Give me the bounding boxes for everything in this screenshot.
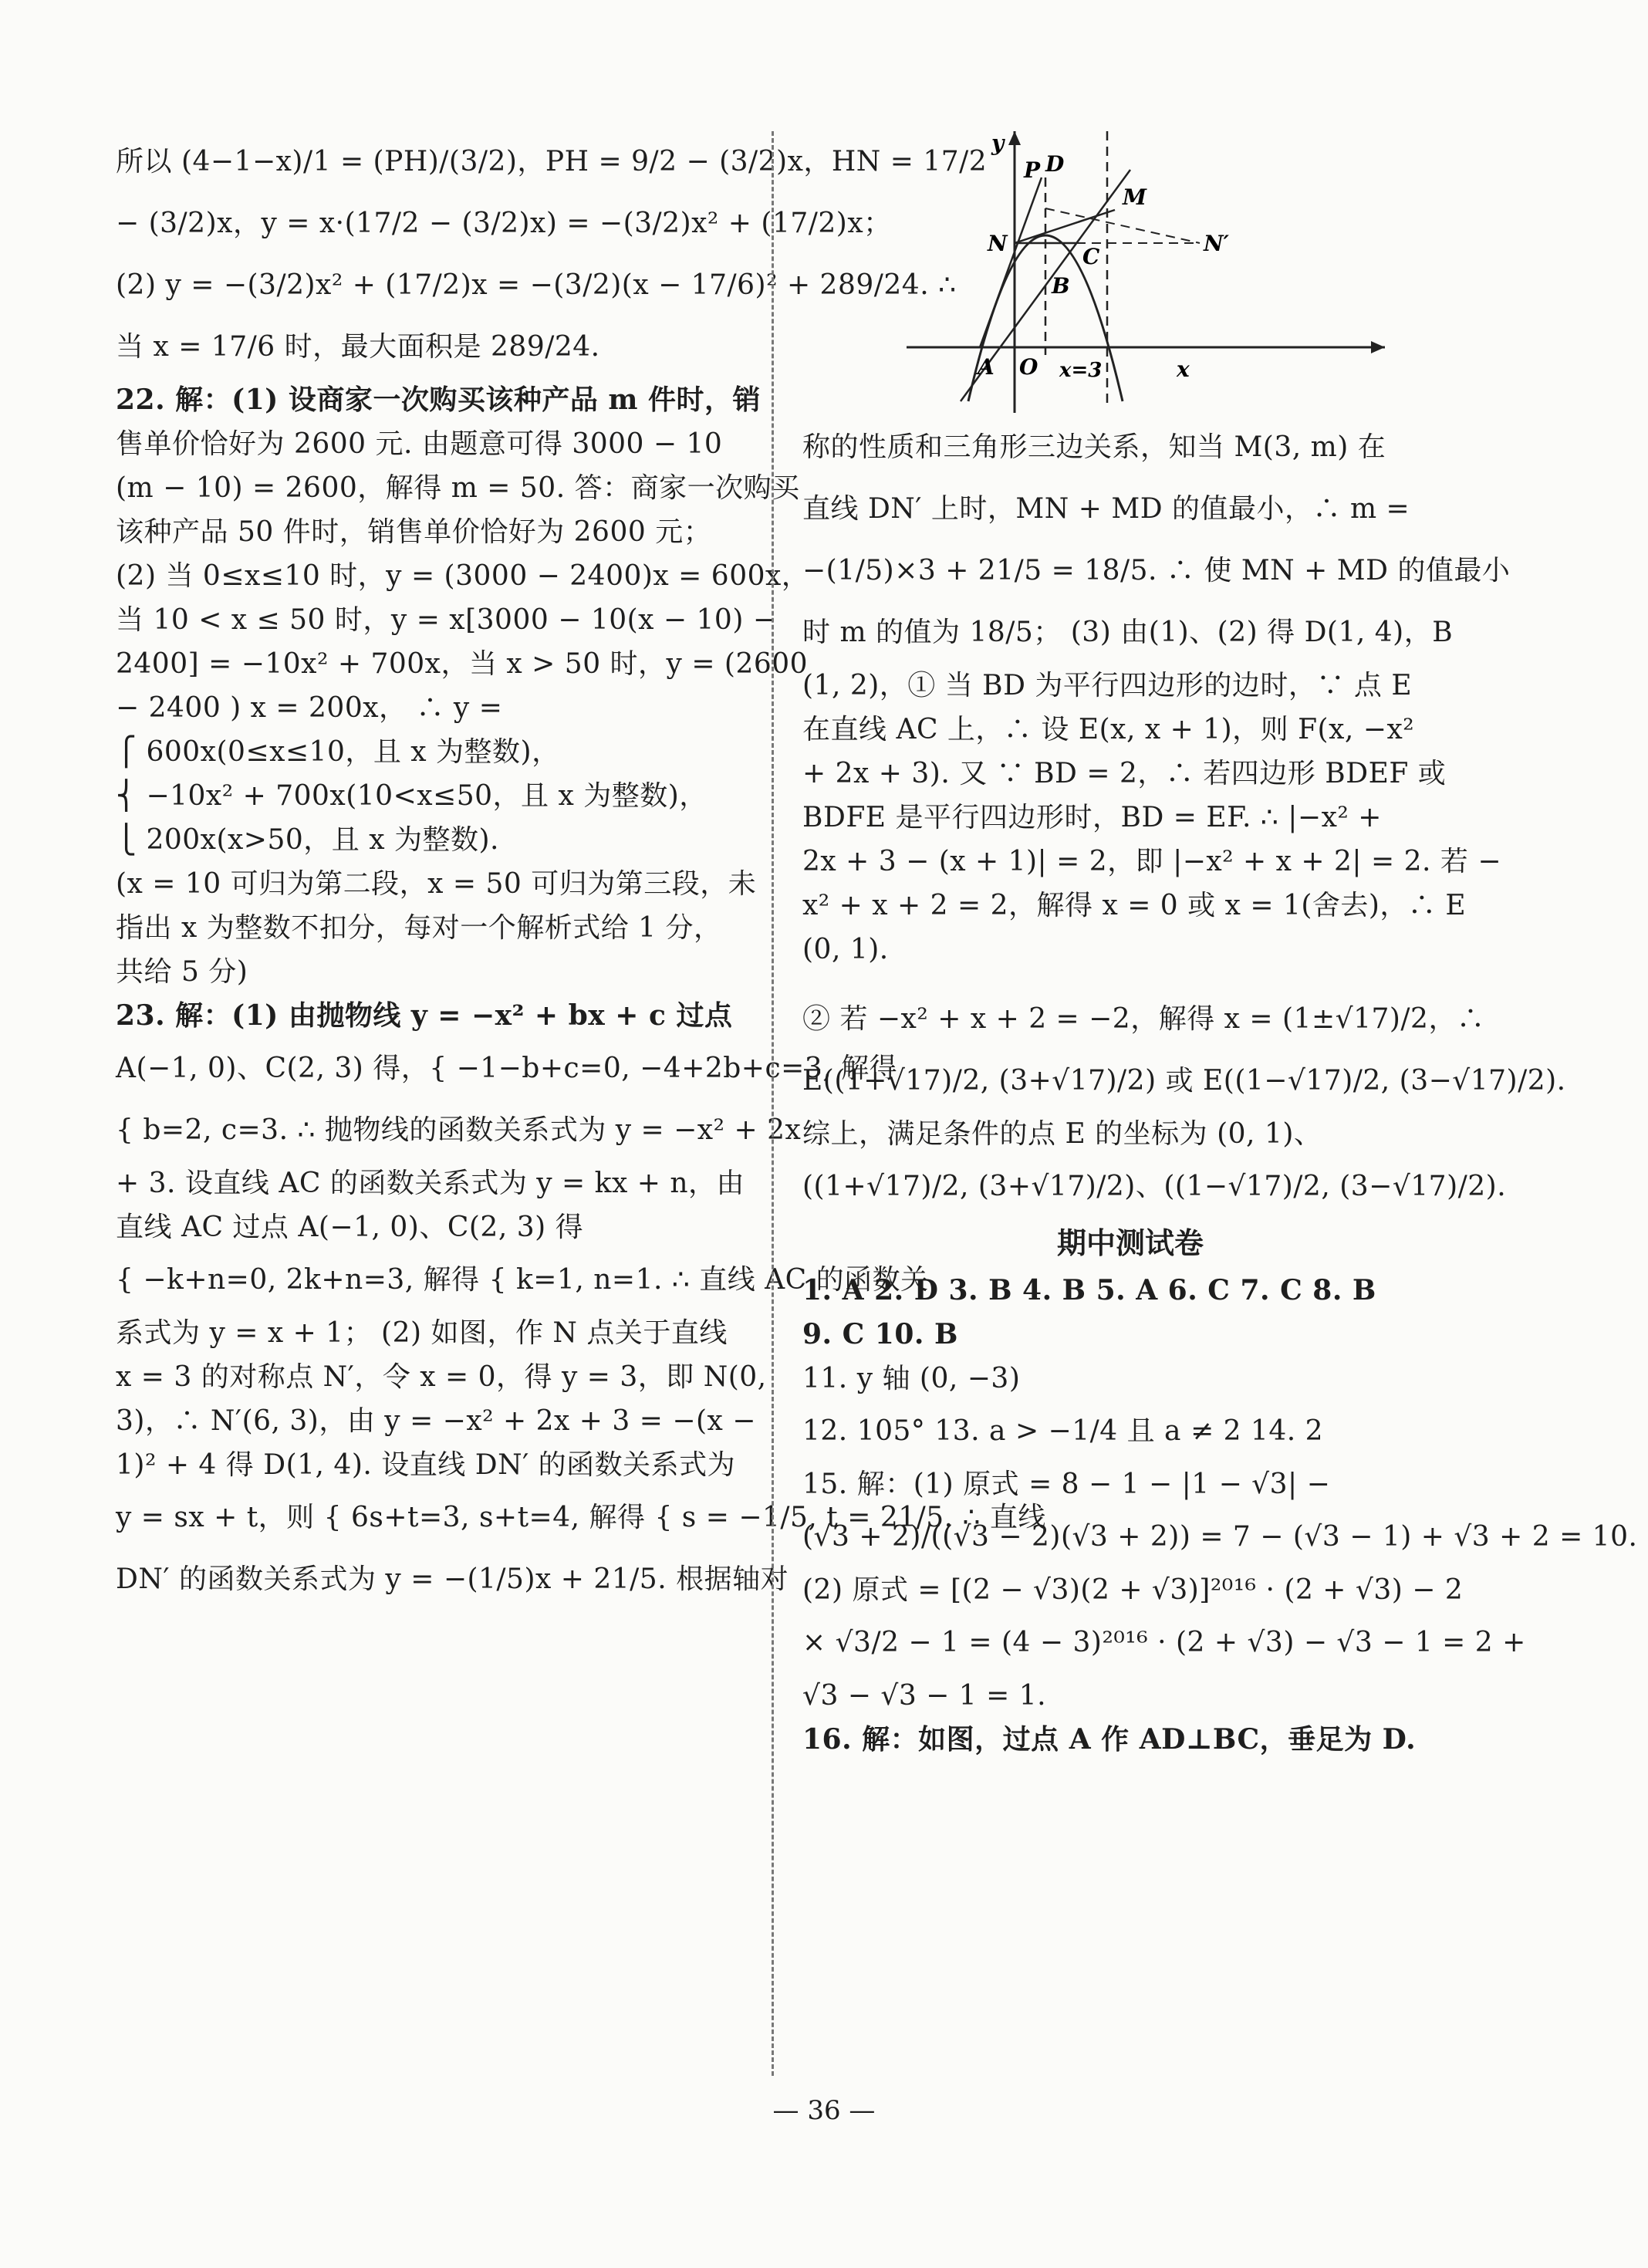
text-line: y = sx + t，则 { 6s+t=3, s+t=4, 解得 { s = −1/5, t = 21/5. ∴ 直线 xyxy=(116,1502,1046,1533)
text-line: 直线 AC 过点 A(−1, 0)、C(2, 3) 得 xyxy=(116,1212,584,1243)
label-x-equals-3: x=3 xyxy=(1059,359,1103,382)
answer-line: 11. y 轴 (0, −3) xyxy=(802,1363,1021,1394)
text-line: DN′ 的函数关系式为 y = −(1/5)x + 21/5. 根据轴对 xyxy=(116,1563,789,1595)
text-line: (√3 + 2)/((√3 − 2)(√3 + 2)) = 7 − (√3 − 1) + √3 + 2 = 10. xyxy=(802,1521,1638,1553)
label-n: N xyxy=(988,231,1008,256)
text-line: 2400] = −10x² + 700x，当 x > 50 时，y = (2600 xyxy=(116,648,809,680)
text-line: (2) y = −(3/2)x² + (17/2)x = −(3/2)(x − 17/6)² + 289/24. ∴ xyxy=(116,269,957,301)
label-y: y xyxy=(991,130,1005,156)
text-line: 所以 (4−1−x)/1 = (PH)/(3/2)，PH = 9/2 − (3/2)x，HN = 17/2 xyxy=(116,146,988,177)
label-m: M xyxy=(1123,184,1147,210)
text-line: (1, 2)，① 当 BD 为平行四边形的边时，∵ 点 E xyxy=(802,670,1413,701)
label-d: D xyxy=(1045,151,1065,177)
text-line: (0, 1). xyxy=(802,934,889,965)
problem-22-heading: 22. 解：(1) 设商家一次购买该种产品 m 件时，销 xyxy=(116,384,761,416)
text-line: x² + x + 2 = 2，解得 x = 0 或 x = 1(舍去)，∴ E xyxy=(802,890,1467,921)
text-line: A(−1, 0)、C(2, 3) 得，{ −1−b+c=0, −4+2b+c=3, 解得 xyxy=(116,1053,898,1084)
text-line: 售单价恰好为 2600 元. 由题意可得 3000 − 10 xyxy=(116,428,723,460)
text-line: 该种产品 50 件时，销售单价恰好为 2600 元； xyxy=(116,516,712,548)
piecewise-line: ⎩ 200x(x>50，且 x 为整数). xyxy=(116,824,499,856)
piecewise-line: ⎨ −10x² + 700x(10<x≤50，且 x 为整数)， xyxy=(116,780,707,812)
text-line: ② 若 −x² + x + 2 = −2，解得 x = (1±√17)/2，∴ xyxy=(802,1003,1485,1035)
label-c: C xyxy=(1082,244,1100,269)
text-line: 15. 解：(1) 原式 = 8 − 1 − |1 − √3| − xyxy=(802,1469,1331,1500)
line-nm xyxy=(1015,210,1115,243)
text-line: 时 m 的值为 18/5； (3) 由(1)、(2) 得 D(1, 4)，B xyxy=(802,617,1454,648)
text-line: − 2400 ) x = 200x， ∴ y = xyxy=(116,692,503,724)
text-line: (2) 原式 = [(2 − √3)(2 + √3)]²⁰¹⁶ · (2 + √3) − 2 xyxy=(802,1574,1464,1606)
midterm-section-title: 期中测试卷 xyxy=(1056,1226,1204,1260)
label-b: B xyxy=(1052,273,1070,299)
line-ap xyxy=(980,177,1042,347)
text-line: (x = 10 可归为第二段，x = 50 可归为第三段，未 xyxy=(116,868,757,900)
text-line: 综上，满足条件的点 E 的坐标为 (0, 1)、 xyxy=(802,1118,1322,1150)
text-line: (m − 10) = 2600，解得 m = 50. 答：商家一次购买 xyxy=(116,472,800,504)
text-line: 3)，∴ N′(6, 3)，由 y = −x² + 2x + 3 = −(x − xyxy=(116,1405,756,1437)
text-line: √3 − √3 − 1 = 1. xyxy=(802,1680,1047,1712)
text-line: 2x + 3 − (x + 1)| = 2，即 |−x² + x + 2| = 2. 若 − xyxy=(802,846,1502,877)
text-line: 直线 DN′ 上时，MN + MD 的值最小，∴ m = xyxy=(802,493,1410,525)
piecewise-line: ⎧ 600x(0≤x≤10，且 x 为整数)， xyxy=(116,736,560,768)
problem-23-heading: 23. 解：(1) 由抛物线 y = −x² + bx + c 过点 xyxy=(116,999,733,1032)
answer-line: 9. C 10. B xyxy=(802,1318,958,1350)
text-line: −(1/5)×3 + 21/5 = 18/5. ∴ 使 MN + MD 的值最小 xyxy=(802,555,1511,586)
text-line: 称的性质和三角形三边关系，知当 M(3, m) 在 xyxy=(802,431,1386,463)
text-line: { b=2, c=3. ∴ 抛物线的函数关系式为 y = −x² + 2x xyxy=(116,1114,802,1146)
label-a: A xyxy=(978,354,995,380)
parabola-figure xyxy=(891,123,1393,417)
text-line: 共给 5 分) xyxy=(116,956,248,988)
answer-line: 12. 105° 13. a > −1/4 且 a ≠ 2 14. 2 xyxy=(802,1415,1324,1447)
text-line: ((1+√17)/2, (3+√17)/2)、((1−√17)/2, (3−√17)/2). xyxy=(802,1171,1507,1202)
text-line: 当 x = 17/6 时，最大面积是 289/24. xyxy=(116,331,600,363)
text-line: 系式为 y = x + 1； (2) 如图，作 N 点关于直线 xyxy=(116,1317,728,1349)
problem-16-heading: 16. 解：如图，过点 A 作 AD⊥BC，垂足为 D. xyxy=(802,1723,1417,1756)
answer-line: 1. A 2. D 3. B 4. B 5. A 6. C 7. C 8. B xyxy=(802,1274,1376,1306)
text-line: − (3/2)x，y = x·(17/2 − (3/2)x) = −(3/2)x² + (17/2)x； xyxy=(116,208,892,239)
text-line: + 2x + 3). 又 ∵ BD = 2，∴ 若四边形 BDEF 或 xyxy=(802,758,1447,789)
label-p: P xyxy=(1024,157,1041,183)
label-x: x xyxy=(1177,357,1190,382)
page-number: — 36 — xyxy=(772,2095,876,2126)
text-line: 1)² + 4 得 D(1, 4). 设直线 DN′ 的函数关系式为 xyxy=(116,1449,736,1481)
right-column xyxy=(802,417,1638,1762)
text-line: BDFE 是平行四边形时，BD = EF. ∴ |−x² + xyxy=(802,802,1382,833)
y-axis-arrow xyxy=(1008,131,1021,145)
text-line: 在直线 AC 上，∴ 设 E(x, x + 1)，则 F(x, −x² xyxy=(802,714,1415,745)
text-line: { −k+n=0, 2k+n=3, 解得 { k=1, n=1. ∴ 直线 AC 的函数关 xyxy=(116,1264,929,1296)
column-divider xyxy=(772,131,774,2076)
text-line: × √3/2 − 1 = (4 − 3)²⁰¹⁶ · (2 + √3) − √3 − 1 = 2 + xyxy=(802,1627,1526,1658)
text-line: 当 10 < x ≤ 50 时，y = x[3000 − 10(x − 10) − xyxy=(116,604,777,636)
text-line: (2) 当 0≤x≤10 时，y = (3000 − 2400)x = 600x， xyxy=(116,560,810,592)
text-line: + 3. 设直线 AC 的函数关系式为 y = kx + n，由 xyxy=(116,1168,745,1199)
text-line: 指出 x 为整数不扣分，每对一个解析式给 1 分， xyxy=(116,912,722,944)
text-line: x = 3 的对称点 N′，令 x = 0，得 y = 3，即 N(0, xyxy=(116,1361,767,1393)
text-line: E((1+√17)/2, (3+√17)/2) 或 E((1−√17)/2, (3−√17)/2). xyxy=(802,1065,1566,1097)
x-axis-arrow xyxy=(1371,341,1385,353)
label-o: O xyxy=(1019,354,1038,380)
label-n-prime: N′ xyxy=(1204,231,1229,256)
